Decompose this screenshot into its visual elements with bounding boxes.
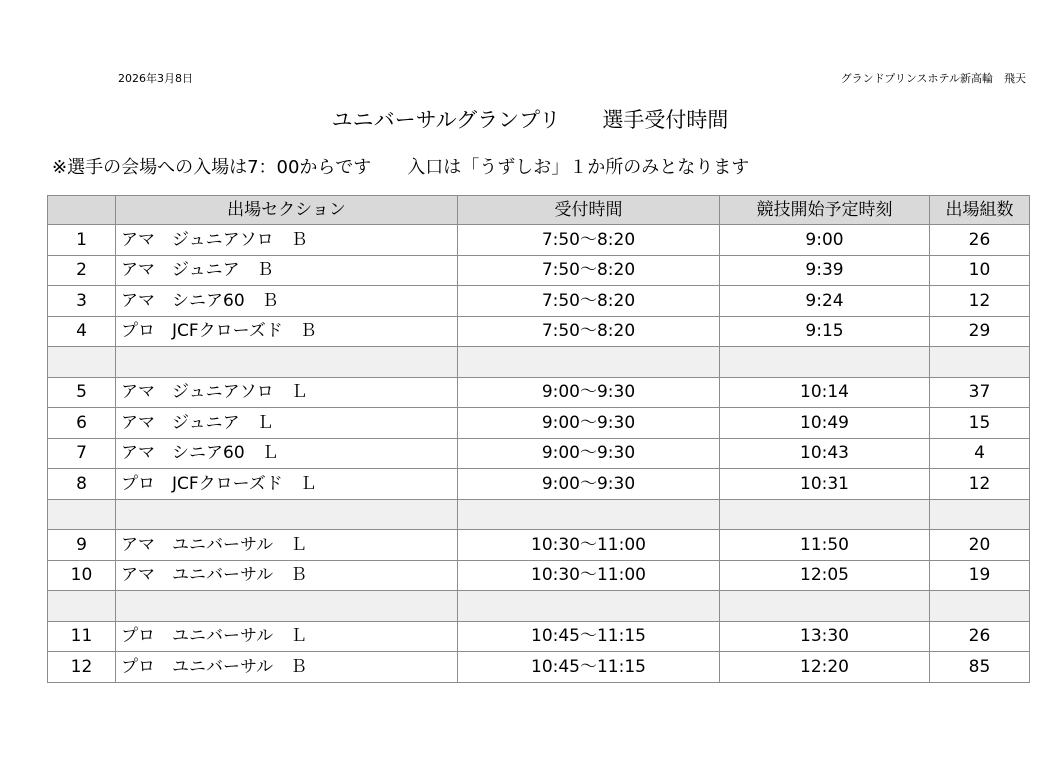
reception-time-cell: 7:50～8:20 (458, 286, 720, 317)
spacer-row (48, 347, 1030, 378)
table-row (48, 408, 1030, 439)
empty-cell (720, 347, 930, 378)
empty-cell (458, 347, 720, 378)
document-title: ユニバーサルグランプリ 選手受付時間 (331, 108, 729, 132)
header-section: 出場セクション (116, 196, 458, 225)
row-number-cell: 8 (48, 469, 116, 500)
group-count-cell: 12 (930, 286, 1030, 317)
section-cell: プロ JCFクローズド Ｂ (116, 316, 458, 347)
empty-cell (930, 591, 1030, 622)
start-time-cell: 9:00 (720, 225, 930, 256)
empty-cell (48, 347, 116, 378)
row-number-cell: 3 (48, 286, 116, 317)
row-number-cell: 1 (48, 225, 116, 256)
empty-cell (48, 591, 116, 622)
row-number-cell: 2 (48, 255, 116, 286)
reception-time-cell: 9:00～9:30 (458, 438, 720, 469)
spacer-row (48, 591, 1030, 622)
document-date: 2026年3月8日 (118, 72, 193, 85)
section-cell: アマ シニア60 Ｌ (116, 438, 458, 469)
row-number-cell: 6 (48, 408, 116, 439)
empty-cell (930, 499, 1030, 530)
header-group-count: 出場組数 (930, 196, 1030, 225)
group-count-cell: 29 (930, 316, 1030, 347)
table-row (48, 652, 1030, 683)
header-start-time: 競技開始予定時刻 (720, 196, 930, 225)
section-cell: アマ ユニバーサル Ｂ (116, 560, 458, 591)
table-row (48, 286, 1030, 317)
table-row (48, 225, 1030, 256)
group-count-cell: 4 (930, 438, 1030, 469)
table-row (48, 621, 1030, 652)
group-count-cell: 26 (930, 621, 1030, 652)
row-number-cell: 7 (48, 438, 116, 469)
table-row (48, 438, 1030, 469)
start-time-cell: 12:20 (720, 652, 930, 683)
start-time-cell: 10:31 (720, 469, 930, 500)
reception-time-cell: 9:00～9:30 (458, 469, 720, 500)
empty-cell (458, 591, 720, 622)
section-cell: アマ ジュニアソロ Ｂ (116, 225, 458, 256)
group-count-cell: 12 (930, 469, 1030, 500)
empty-cell (116, 347, 458, 378)
empty-cell (720, 499, 930, 530)
start-time-cell: 13:30 (720, 621, 930, 652)
row-number-cell: 4 (48, 316, 116, 347)
section-cell: プロ ユニバーサル Ｌ (116, 621, 458, 652)
table-row (48, 316, 1030, 347)
group-count-cell: 10 (930, 255, 1030, 286)
table-row (48, 469, 1030, 500)
section-cell: アマ ジュニア Ｂ (116, 255, 458, 286)
row-number-cell: 5 (48, 377, 116, 408)
reception-time-cell: 7:50～8:20 (458, 316, 720, 347)
group-count-cell: 26 (930, 225, 1030, 256)
venue-name: グランドプリンスホテル新高輪 飛天 (840, 72, 1026, 85)
empty-cell (48, 499, 116, 530)
reception-schedule-table (47, 195, 1030, 683)
section-cell: アマ シニア60 Ｂ (116, 286, 458, 317)
table-header-row (48, 196, 1030, 225)
row-number-cell: 12 (48, 652, 116, 683)
group-count-cell: 20 (930, 530, 1030, 561)
table-row (48, 560, 1030, 591)
empty-cell (458, 499, 720, 530)
reception-time-cell: 10:30～11:00 (458, 530, 720, 561)
start-time-cell: 9:39 (720, 255, 930, 286)
section-cell: アマ ジュニア Ｌ (116, 408, 458, 439)
entry-note: ※選手の会場への入場は7：00からです 入口は「うずしお」１か所のみとなります (52, 157, 750, 178)
start-time-cell: 10:43 (720, 438, 930, 469)
empty-cell (116, 499, 458, 530)
section-cell: プロ ユニバーサル Ｂ (116, 652, 458, 683)
group-count-cell: 15 (930, 408, 1030, 439)
reception-time-cell: 9:00～9:30 (458, 377, 720, 408)
table-row (48, 530, 1030, 561)
header-reception-time: 受付時間 (458, 196, 720, 225)
row-number-cell: 9 (48, 530, 116, 561)
start-time-cell: 10:14 (720, 377, 930, 408)
table-body (48, 225, 1030, 683)
start-time-cell: 10:49 (720, 408, 930, 439)
header-number (48, 196, 116, 225)
start-time-cell: 11:50 (720, 530, 930, 561)
group-count-cell: 37 (930, 377, 1030, 408)
group-count-cell: 19 (930, 560, 1030, 591)
spacer-row (48, 499, 1030, 530)
table-row (48, 377, 1030, 408)
table-row (48, 255, 1030, 286)
section-cell: アマ ジュニアソロ Ｌ (116, 377, 458, 408)
empty-cell (116, 591, 458, 622)
reception-time-cell: 10:45～11:15 (458, 621, 720, 652)
reception-time-cell: 7:50～8:20 (458, 255, 720, 286)
start-time-cell: 9:24 (720, 286, 930, 317)
reception-time-cell: 9:00～9:30 (458, 408, 720, 439)
reception-time-cell: 10:30～11:00 (458, 560, 720, 591)
section-cell: アマ ユニバーサル Ｌ (116, 530, 458, 561)
empty-cell (930, 347, 1030, 378)
row-number-cell: 11 (48, 621, 116, 652)
row-number-cell: 10 (48, 560, 116, 591)
reception-time-cell: 7:50～8:20 (458, 225, 720, 256)
start-time-cell: 9:15 (720, 316, 930, 347)
empty-cell (720, 591, 930, 622)
section-cell: プロ JCFクローズド Ｌ (116, 469, 458, 500)
reception-time-cell: 10:45～11:15 (458, 652, 720, 683)
start-time-cell: 12:05 (720, 560, 930, 591)
table-header (48, 196, 1030, 225)
group-count-cell: 85 (930, 652, 1030, 683)
